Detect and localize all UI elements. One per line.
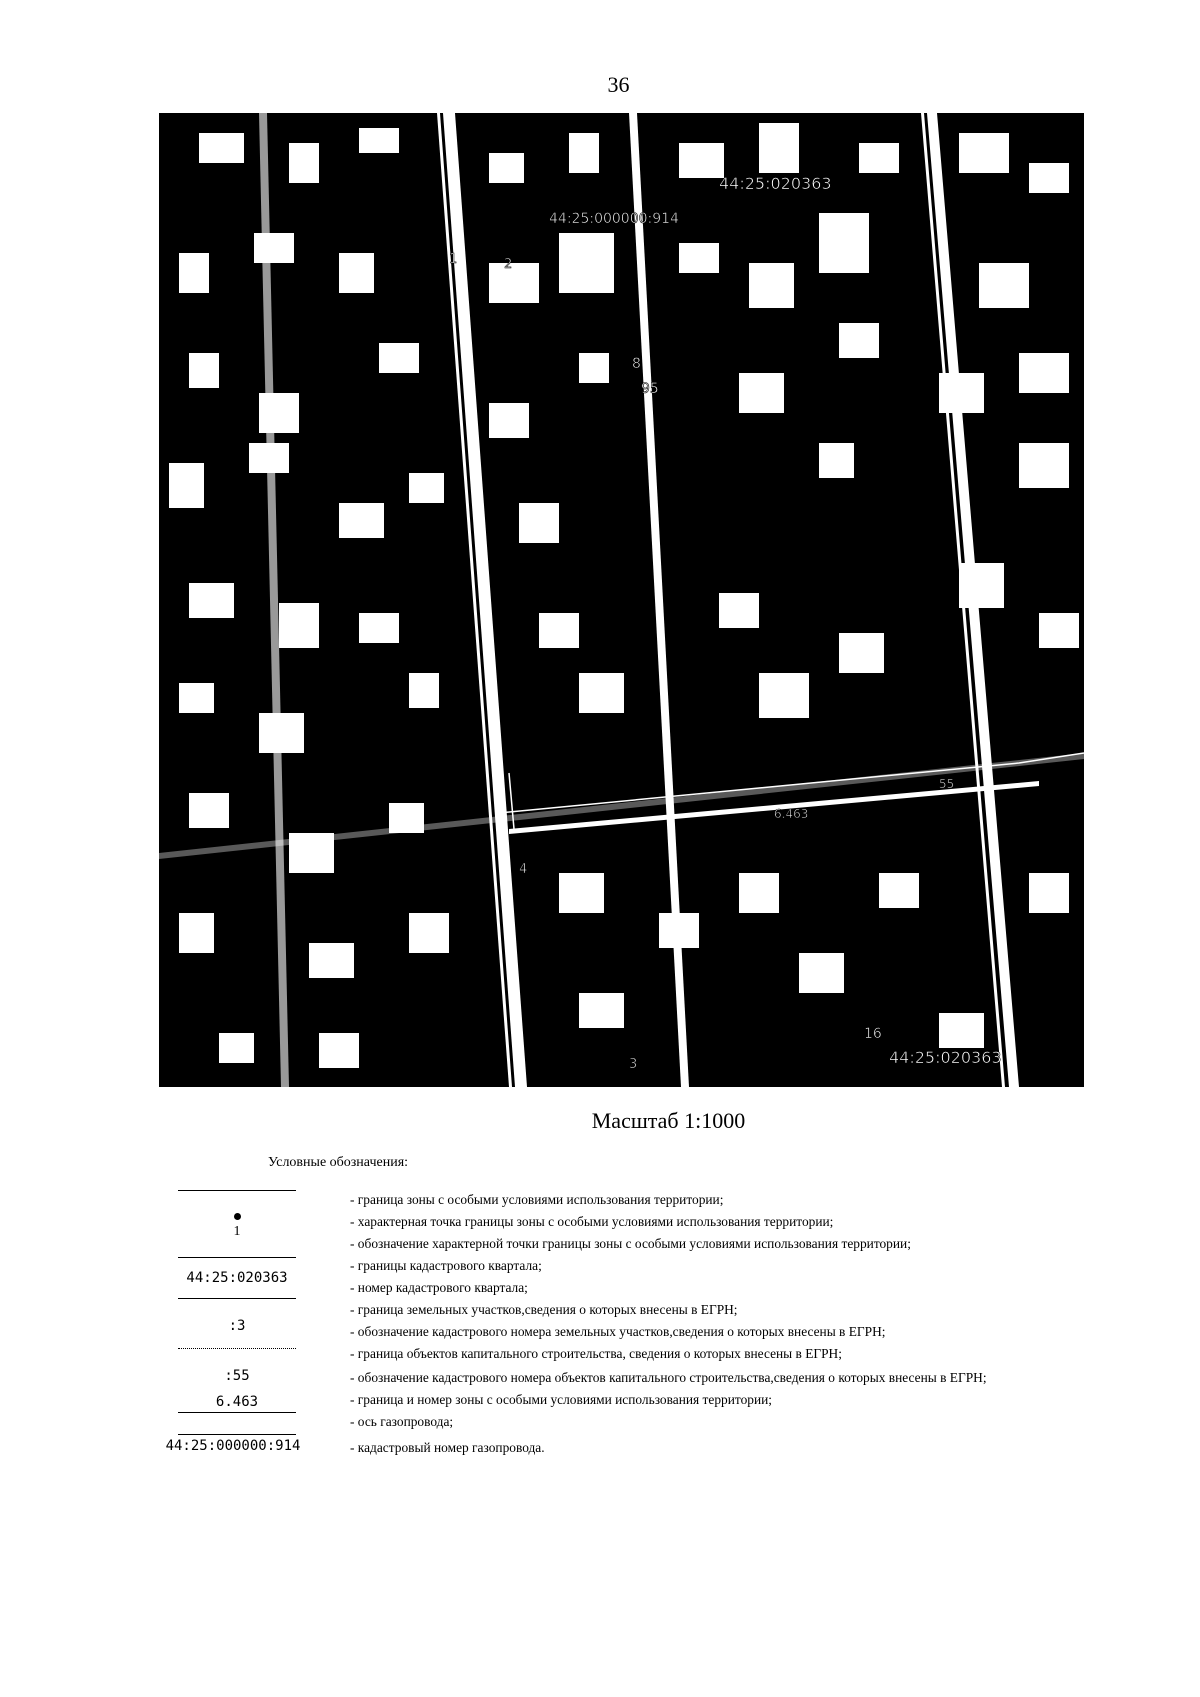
map-label-16: 16 <box>864 1026 882 1042</box>
legend-row-plot-boundary <box>170 1300 1190 1322</box>
legend-description: - кадастровый номер газопровода. <box>350 1440 545 1455</box>
legend-symbol-building-boundary <box>178 1344 296 1366</box>
legend-description: - обозначение характерной точки границы зоны с особыми условиями использования территории; <box>350 1236 911 1251</box>
map-label-6463: 6.463 <box>774 807 809 821</box>
legend-description: - обозначение кадастрового номера земельных участков,сведения о которых внесены в ЕГРН; <box>350 1324 886 1339</box>
legend-symbol-plot-number: :3 <box>228 1318 246 1334</box>
map-label-point-2: 2 <box>504 257 513 272</box>
legend-row-point-label <box>170 1224 1190 1256</box>
legend-symbol-gas-number: 44:25:000000:914 <box>165 1438 301 1454</box>
legend-description: - граница объектов капитального строительства, сведения о которых внесены в ЕГРН; <box>350 1346 842 1361</box>
legend-description: - ось газопровода; <box>350 1414 454 1429</box>
legend-row-building-number <box>170 1368 1190 1390</box>
legend-description: - характерная точка границы зоны с особыми условиями использования территории; <box>350 1214 834 1229</box>
aerial-map <box>159 113 1084 1087</box>
map-label-point-3: 3 <box>629 1057 638 1072</box>
map-label-gas-number: 44:25:000000:914 <box>549 211 679 227</box>
legend-symbol-zone-boundary <box>178 1190 296 1212</box>
legend-row-gas-axis <box>170 1412 1190 1434</box>
legend-title: Условные обозначения: <box>268 1155 409 1170</box>
legend-description: - номер кадастрового квартала; <box>350 1280 528 1295</box>
legend-row-quarter-number <box>170 1270 1190 1300</box>
legend-description: - границы кадастрового квартала; <box>350 1258 542 1273</box>
legend-row-gas-number <box>165 1438 1190 1460</box>
map-label-8: 8 <box>632 356 641 372</box>
legend-row-building-boundary <box>170 1344 1190 1366</box>
map-label-quarter-bottom: 44:25:020363 <box>889 1048 1002 1067</box>
legend-symbol-point-label: 1 <box>233 1224 241 1239</box>
map-label-quarter-top: 44:25:020363 <box>719 174 832 193</box>
legend-symbol-gas-axis <box>178 1412 296 1434</box>
legend-row-zone-boundary <box>170 1190 1190 1212</box>
map-canvas <box>159 113 1084 1087</box>
map-label-95: 95 <box>641 381 659 397</box>
point-dot-icon <box>234 1213 241 1220</box>
map-label-point-1: 1 <box>449 252 458 267</box>
map-label-point-4: 4 <box>519 862 528 877</box>
legend-row-zone-number <box>170 1390 1190 1412</box>
legend-row-plot-number <box>170 1318 1190 1344</box>
legend-description: - граница зоны с особыми условиями использования территории; <box>350 1192 724 1207</box>
legend-symbol-zone-number: 6.463 <box>178 1390 296 1412</box>
legend-symbol-quarter-number: 44:25:020363 <box>186 1270 288 1286</box>
legend-description: - обозначение кадастрового номера объектов капитального строительства,сведения о которых внесены в ЕГРН; <box>350 1370 987 1385</box>
page-number: 36 <box>607 72 630 97</box>
legend-row-zone-point <box>170 1212 1190 1234</box>
legend-description: - граница земельных участков,сведения о которых внесены в ЕГРН; <box>350 1302 738 1317</box>
map-label-55: 55 <box>939 777 955 791</box>
legend-symbol-building-number: :55 <box>224 1368 250 1384</box>
legend-row-quarter-boundary <box>170 1256 1190 1278</box>
map-scale: Масштаб 1:1000 <box>591 1108 746 1133</box>
legend-description: - граница и номер зоны с особыми условиями использования территории; <box>350 1392 773 1407</box>
